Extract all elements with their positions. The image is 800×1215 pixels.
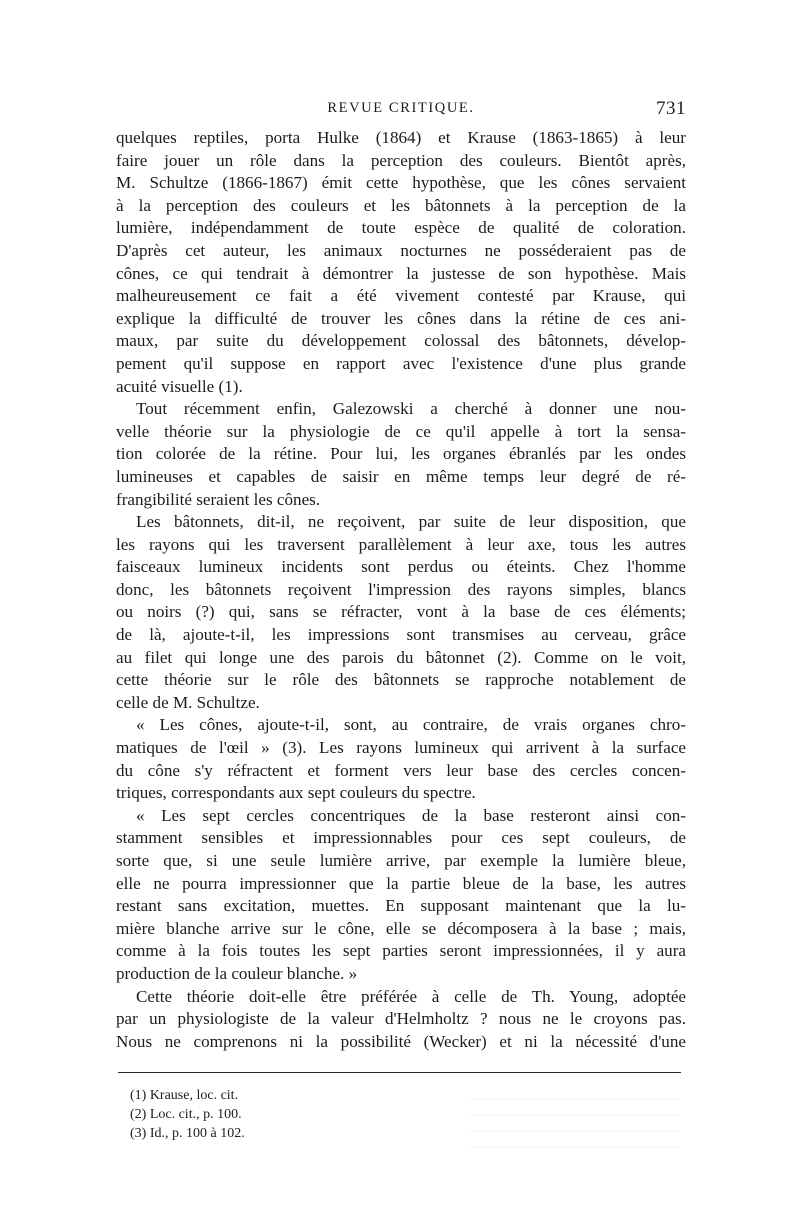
text-line: triques, correspondants aux sept couleurs du spectre.	[116, 783, 476, 803]
text-line: du cône s'y réfractent et forment vers leur base des cercles concen-	[116, 760, 686, 780]
running-title: REVUE CRITIQUE.	[327, 100, 475, 116]
text-line: faisceaux lumineux incidents sont perdus ou éteints. Chez l'homme	[116, 557, 686, 577]
text-line: frangibilité seraient les cônes.	[116, 489, 321, 509]
text-line: lumineuses et capables de saisir en même temps leur degré de ré-	[116, 466, 686, 486]
body-text	[116, 127, 686, 1053]
text-line: restant sans excitation, muettes. En supposant maintenant que la lu-	[116, 896, 686, 916]
text-line: donc, les bâtonnets reçoivent l'impression des rayons simples, blancs	[116, 579, 686, 599]
footnote-divider	[118, 1072, 681, 1073]
text-line: Nous ne comprenons ni la possibilité (Wecker) et ni la nécessité d'une	[116, 1031, 686, 1051]
text-line: velle théorie sur la physiologie de ce qu'il appelle à tort la sensa-	[116, 421, 686, 441]
text-line: Les bâtonnets, dit-il, ne reçoivent, par suite de leur disposition, que	[136, 512, 686, 532]
text-line: cette théorie sur le rôle des bâtonnets se rapproche notablement de	[116, 670, 686, 690]
text-line: faire jouer un rôle dans la perception des couleurs. Bientôt après,	[116, 150, 686, 170]
text-line: les rayons qui les traversent parallèlement à leur axe, tous les autres	[116, 534, 686, 554]
text-line: matiques de l'œil » (3). Les rayons lumineux qui arrivent à la surface	[116, 738, 686, 758]
text-line: production de la couleur blanche. »	[116, 963, 358, 983]
footnote: (1) Krause, loc. cit.	[130, 1088, 239, 1103]
text-line: comme à la fois toutes les sept parties seront impressionnées, il y aura	[116, 941, 686, 961]
text-line: celle de M. Schultze.	[116, 692, 260, 712]
text-line: pement qu'il suppose en rapport avec l'existence d'une plus grande	[116, 353, 686, 373]
text-line: quelques reptiles, porta Hulke (1864) et Krause (1863-1865) à leur	[116, 128, 686, 147]
text-line: mière blanche arrive sur le cône, elle se décomposera à la base ; mais,	[116, 918, 686, 938]
text-line: cônes, ce qui tendrait à démontrer la justesse de son hypothèse. Mais	[116, 263, 686, 283]
text-line: explique la difficulté de trouver les cônes dans la rétine de ces ani-	[116, 308, 686, 328]
bleed-through-texture	[470, 1098, 680, 1150]
footnote: (3) Id., p. 100 à 102.	[130, 1126, 245, 1141]
text-line: ou noirs (?) qui, sans se réfracter, vont à la base de ces éléments;	[116, 602, 686, 622]
text-line: sorte que, si une seule lumière arrive, par exemple la lumière bleue,	[116, 851, 686, 870]
text-line: « Les cônes, ajoute-t-il, sont, au contraire, de vrais organes chro-	[136, 715, 686, 735]
text-line: stamment sensibles et impressionnables pour ces sept couleurs, de	[116, 828, 686, 848]
text-line: M. Schultze (1866-1867) émit cette hypothèse, que les cônes servaient	[116, 173, 686, 193]
text-line: à la perception des couleurs et les bâtonnets à la perception de la	[116, 195, 686, 215]
text-line: Tout récemment enfin, Galezowski a cherché à donner une nou-	[136, 399, 686, 419]
text-line: lumière, indépendamment de toute espèce de qualité de coloration.	[116, 218, 686, 238]
text-line: tion colorée de la rétine. Pour lui, les organes ébranlés par les ondes	[116, 444, 686, 464]
text-line: « Les sept cercles concentriques de la base resteront ainsi con-	[136, 805, 686, 825]
text-line: par un physiologiste de la valeur d'Helmholtz ? nous ne le croyons pas.	[116, 1009, 686, 1029]
running-header	[116, 98, 686, 124]
text-line: D'après cet auteur, les animaux nocturnes ne posséderaient pas de	[116, 240, 686, 260]
text-line: Cette théorie doit-elle être préférée à celle de Th. Young, adoptée	[136, 986, 686, 1006]
text-line: maux, par suite du développement colossal des bâtonnets, dévelop-	[116, 331, 686, 351]
text-line: elle ne pourra impressionner que la partie bleue de la base, les autres	[116, 873, 686, 893]
text-line: au filet qui longe une des parois du bâtonnet (2). Comme on le voit,	[116, 647, 686, 667]
text-line: de là, ajoute-t-il, les impressions sont transmises au cerveau, grâce	[116, 625, 686, 645]
page-number: 731	[656, 98, 686, 119]
text-line: acuité visuelle (1).	[116, 376, 243, 396]
text-line: malheureusement ce fait a été vivement contesté par Krause, qui	[116, 286, 686, 306]
footnote: (2) Loc. cit., p. 100.	[130, 1107, 242, 1122]
